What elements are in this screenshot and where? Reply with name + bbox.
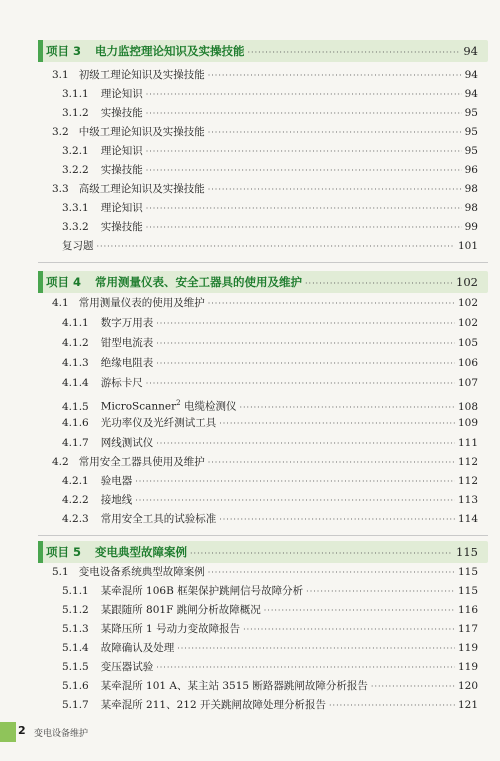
leader-dots [208,566,455,580]
section-title: 常用安全工具的试验标准 [100,513,217,525]
toc-entry-3-1-2[interactable] [62,106,478,121]
section-title: 中级工理论知识及实操技能 [78,126,205,138]
page-number: 121 [457,699,478,711]
section-number: 3.1.2 [62,107,89,119]
leader-dots [146,145,462,159]
leader-dots [156,357,455,371]
leader-dots [177,642,455,656]
section-number: 3.1.1 [62,88,89,100]
toc-entry-4-1-1[interactable] [62,316,478,331]
toc-entry-5-1[interactable] [52,565,478,580]
page-number: 108 [457,400,478,413]
toc-entry-3-2[interactable] [52,125,478,140]
section-title: 实操技能 [100,164,143,176]
section-number: 4.2.1 [62,475,89,487]
section-number: 5.1.6 [62,680,89,692]
toc-entry-chapter-3[interactable] [46,44,478,60]
section-number: 5.1.1 [62,585,89,597]
page-number: 95 [464,107,478,119]
toc-entry-4-2-2[interactable] [62,493,478,508]
section-number: 3.3.1 [62,202,89,214]
toc-entry-5-1-1[interactable] [62,584,478,599]
toc-entry-5-1-4[interactable] [62,641,478,656]
section-title: 实操技能 [100,107,143,119]
leader-dots [146,221,462,235]
page-number: 98 [464,183,478,195]
page-number: 102 [456,275,478,289]
toc-entry-chapter-5[interactable] [46,545,478,561]
chapter-title: 常用测量仪表、安全工器具的使用及维护 [95,275,303,289]
section-number: 4.1.5 [62,400,89,413]
section-number: 4.1.1 [62,317,89,329]
section-number: 4.2.3 [62,513,89,525]
toc-entry-4-2-3[interactable] [62,512,478,527]
section-title: 某牵混所 211、212 开关跳闸故障处理分析报告 [100,699,326,711]
leader-dots [239,401,454,415]
section-title: 验电器 [100,475,133,487]
section-title: 钳型电流表 [100,337,154,349]
section-title: 变电设备系统典型故障案例 [78,566,205,578]
page-number: 111 [457,437,478,449]
footer-book-title: 变电设备维护 [34,729,89,739]
section-number: 3.2.1 [62,145,89,157]
section-number: 4.1.6 [62,417,89,429]
section-number: 4.1.7 [62,437,89,449]
leader-dots [306,585,455,599]
leader-dots [264,604,455,618]
section-number: 4.2 [52,456,69,468]
toc-entry-3-3[interactable] [52,182,478,197]
section-title: 绝缘电阻表 [100,357,154,369]
toc-entry-4-1-4[interactable] [62,376,478,391]
section-title: 光功率仪及光纤测试工具 [100,417,217,429]
leader-dots [208,456,455,470]
page-number: 119 [457,661,478,673]
section-title: 高级工理论知识及实操技能 [78,183,205,195]
toc-entry-4-2[interactable] [52,455,478,470]
section-number: 5.1 [52,566,69,578]
page-number: 94 [463,44,478,58]
footer-page-number: 2 [18,724,26,737]
page-number: 98 [464,202,478,214]
page-number: 115 [456,545,478,559]
section-number: 4.1.3 [62,357,89,369]
leader-dots [156,337,455,351]
section-number: 5.1.5 [62,661,89,673]
section-title: 接地线 [100,494,133,506]
chapter-title: 变电典型故障案例 [95,545,188,559]
page-number: 95 [464,126,478,138]
chapter-number: 项目 5 [46,545,82,559]
page-number: 112 [457,475,478,487]
section-number: 5.1.4 [62,642,89,654]
toc-entry-4-1-5[interactable] [62,396,478,415]
superscript: 2 [176,399,181,407]
section-number: 4.1.4 [62,377,89,389]
leader-dots [208,69,462,83]
page-number: 102 [457,317,478,329]
page-number: 112 [457,456,478,468]
page-number: 95 [464,145,478,157]
section-title: 理论知识 [100,202,143,214]
leader-dots [156,661,455,675]
section-number: 3.3 [52,183,69,195]
toc-entry-3-2-2[interactable] [62,163,478,178]
toc-entry-chapter-4[interactable] [46,275,478,291]
toc-entry-4-1[interactable] [52,296,478,311]
page-number: 106 [457,357,478,369]
section-title: 某牵混所 101 A、某主站 3515 断路器跳闸故障分析报告 [100,680,368,692]
page-number: 115 [457,566,478,578]
leader-dots [97,240,455,254]
leader-dots [208,183,462,197]
page-number: 116 [457,604,478,616]
leader-dots [135,475,455,489]
section-number: 3.3.2 [62,221,89,233]
section-title: 某跟随所 801F 跳闸分析故障概况 [100,604,261,616]
footer-tab [0,722,16,742]
leader-dots [156,317,455,331]
page-number: 120 [457,680,478,692]
section-title: 数字万用表 [100,317,154,329]
toc-entry-5-1-3[interactable] [62,622,478,637]
leader-dots [156,437,455,451]
leader-dots [208,297,455,311]
page-number: 94 [464,88,478,100]
section-number: 4.1 [52,297,69,309]
chapter-number: 项目 4 [46,275,82,289]
section-title: 故障确认及处理 [100,642,175,654]
leader-dots [371,680,455,694]
divider [38,262,488,263]
divider [38,535,488,536]
section-number: 3.2 [52,126,69,138]
section-number: 3.2.2 [62,164,89,176]
toc-entry-3-1-1[interactable] [62,87,478,102]
section-title-main: MicroScanner [100,400,177,413]
leader-dots [219,513,455,527]
toc-entry-4-1-2[interactable] [62,336,478,351]
page-number: 113 [457,494,478,506]
section-title: 常用测量仪表的使用及维护 [78,297,205,309]
section-number: 4.2.2 [62,494,89,506]
toc-entry-5-1-5[interactable] [62,660,478,675]
toc-entry-5-1-6[interactable] [62,679,478,694]
page-number: 107 [457,377,478,389]
section-number: 5.1.7 [62,699,89,711]
page-number: 119 [457,642,478,654]
page-number: 105 [457,337,478,349]
section-title: 理论知识 [100,145,143,157]
leader-dots [146,107,462,121]
section-title: 网线测试仪 [100,437,154,449]
section-number: 5.1.3 [62,623,89,635]
section-title: 初级工理论知识及实操技能 [78,69,205,81]
page-number: 109 [457,417,478,429]
chapter-title: 电力监控理论知识及实操技能 [95,44,245,58]
section-number: 4.1.2 [62,337,89,349]
section-title: 某牵混所 106B 框架保护跳闸信号故障分析 [100,585,304,597]
leader-dots [146,88,462,102]
page-number: 101 [457,240,478,252]
leader-dots [243,623,455,637]
page-number: 117 [457,623,478,635]
leader-dots [146,377,455,391]
leader-dots [146,164,462,178]
page-number: 96 [464,164,478,176]
toc-entry-4-1-3[interactable] [62,356,478,371]
toc-entry-5-1-2[interactable] [62,603,478,618]
section-title: 某降压所 1 号动力变故障报告 [100,623,241,635]
page-number: 114 [457,513,478,525]
section-number: 5.1.2 [62,604,89,616]
page-number: 102 [457,297,478,309]
leader-dots [248,46,461,60]
section-number: 3.1 [52,69,69,81]
leader-dots [208,126,462,140]
toc-entry-4-1-7[interactable] [62,436,478,451]
section-title: 理论知识 [100,88,143,100]
leader-dots [219,417,455,431]
page-number: 99 [464,221,478,233]
toc-entry-review[interactable] [62,239,478,254]
leader-dots [329,699,455,713]
section-title: 实操技能 [100,221,143,233]
leader-dots [135,494,455,508]
page-number: 94 [464,69,478,81]
section-title: 游标卡尺 [100,377,143,389]
leader-dots [190,547,453,561]
section-title [101,396,237,414]
leader-dots [146,202,462,216]
page-number: 115 [457,585,478,597]
toc-entry-5-1-7[interactable] [62,698,478,713]
section-title: 复习题 [62,240,94,252]
section-title-rest: 电缆检测仪 [180,400,237,413]
toc-entry-4-1-6[interactable] [62,416,478,431]
toc-entry-3-3-2[interactable] [62,220,478,235]
toc-entry-3-2-1[interactable] [62,144,478,159]
toc-entry-4-2-1[interactable] [62,474,478,489]
section-title: 常用安全工器具使用及维护 [78,456,205,468]
toc-entry-3-3-1[interactable] [62,201,478,216]
section-title: 变压器试验 [100,661,154,673]
leader-dots [305,277,453,291]
chapter-number: 项目 3 [46,44,82,58]
toc-entry-3-1[interactable] [52,68,478,83]
